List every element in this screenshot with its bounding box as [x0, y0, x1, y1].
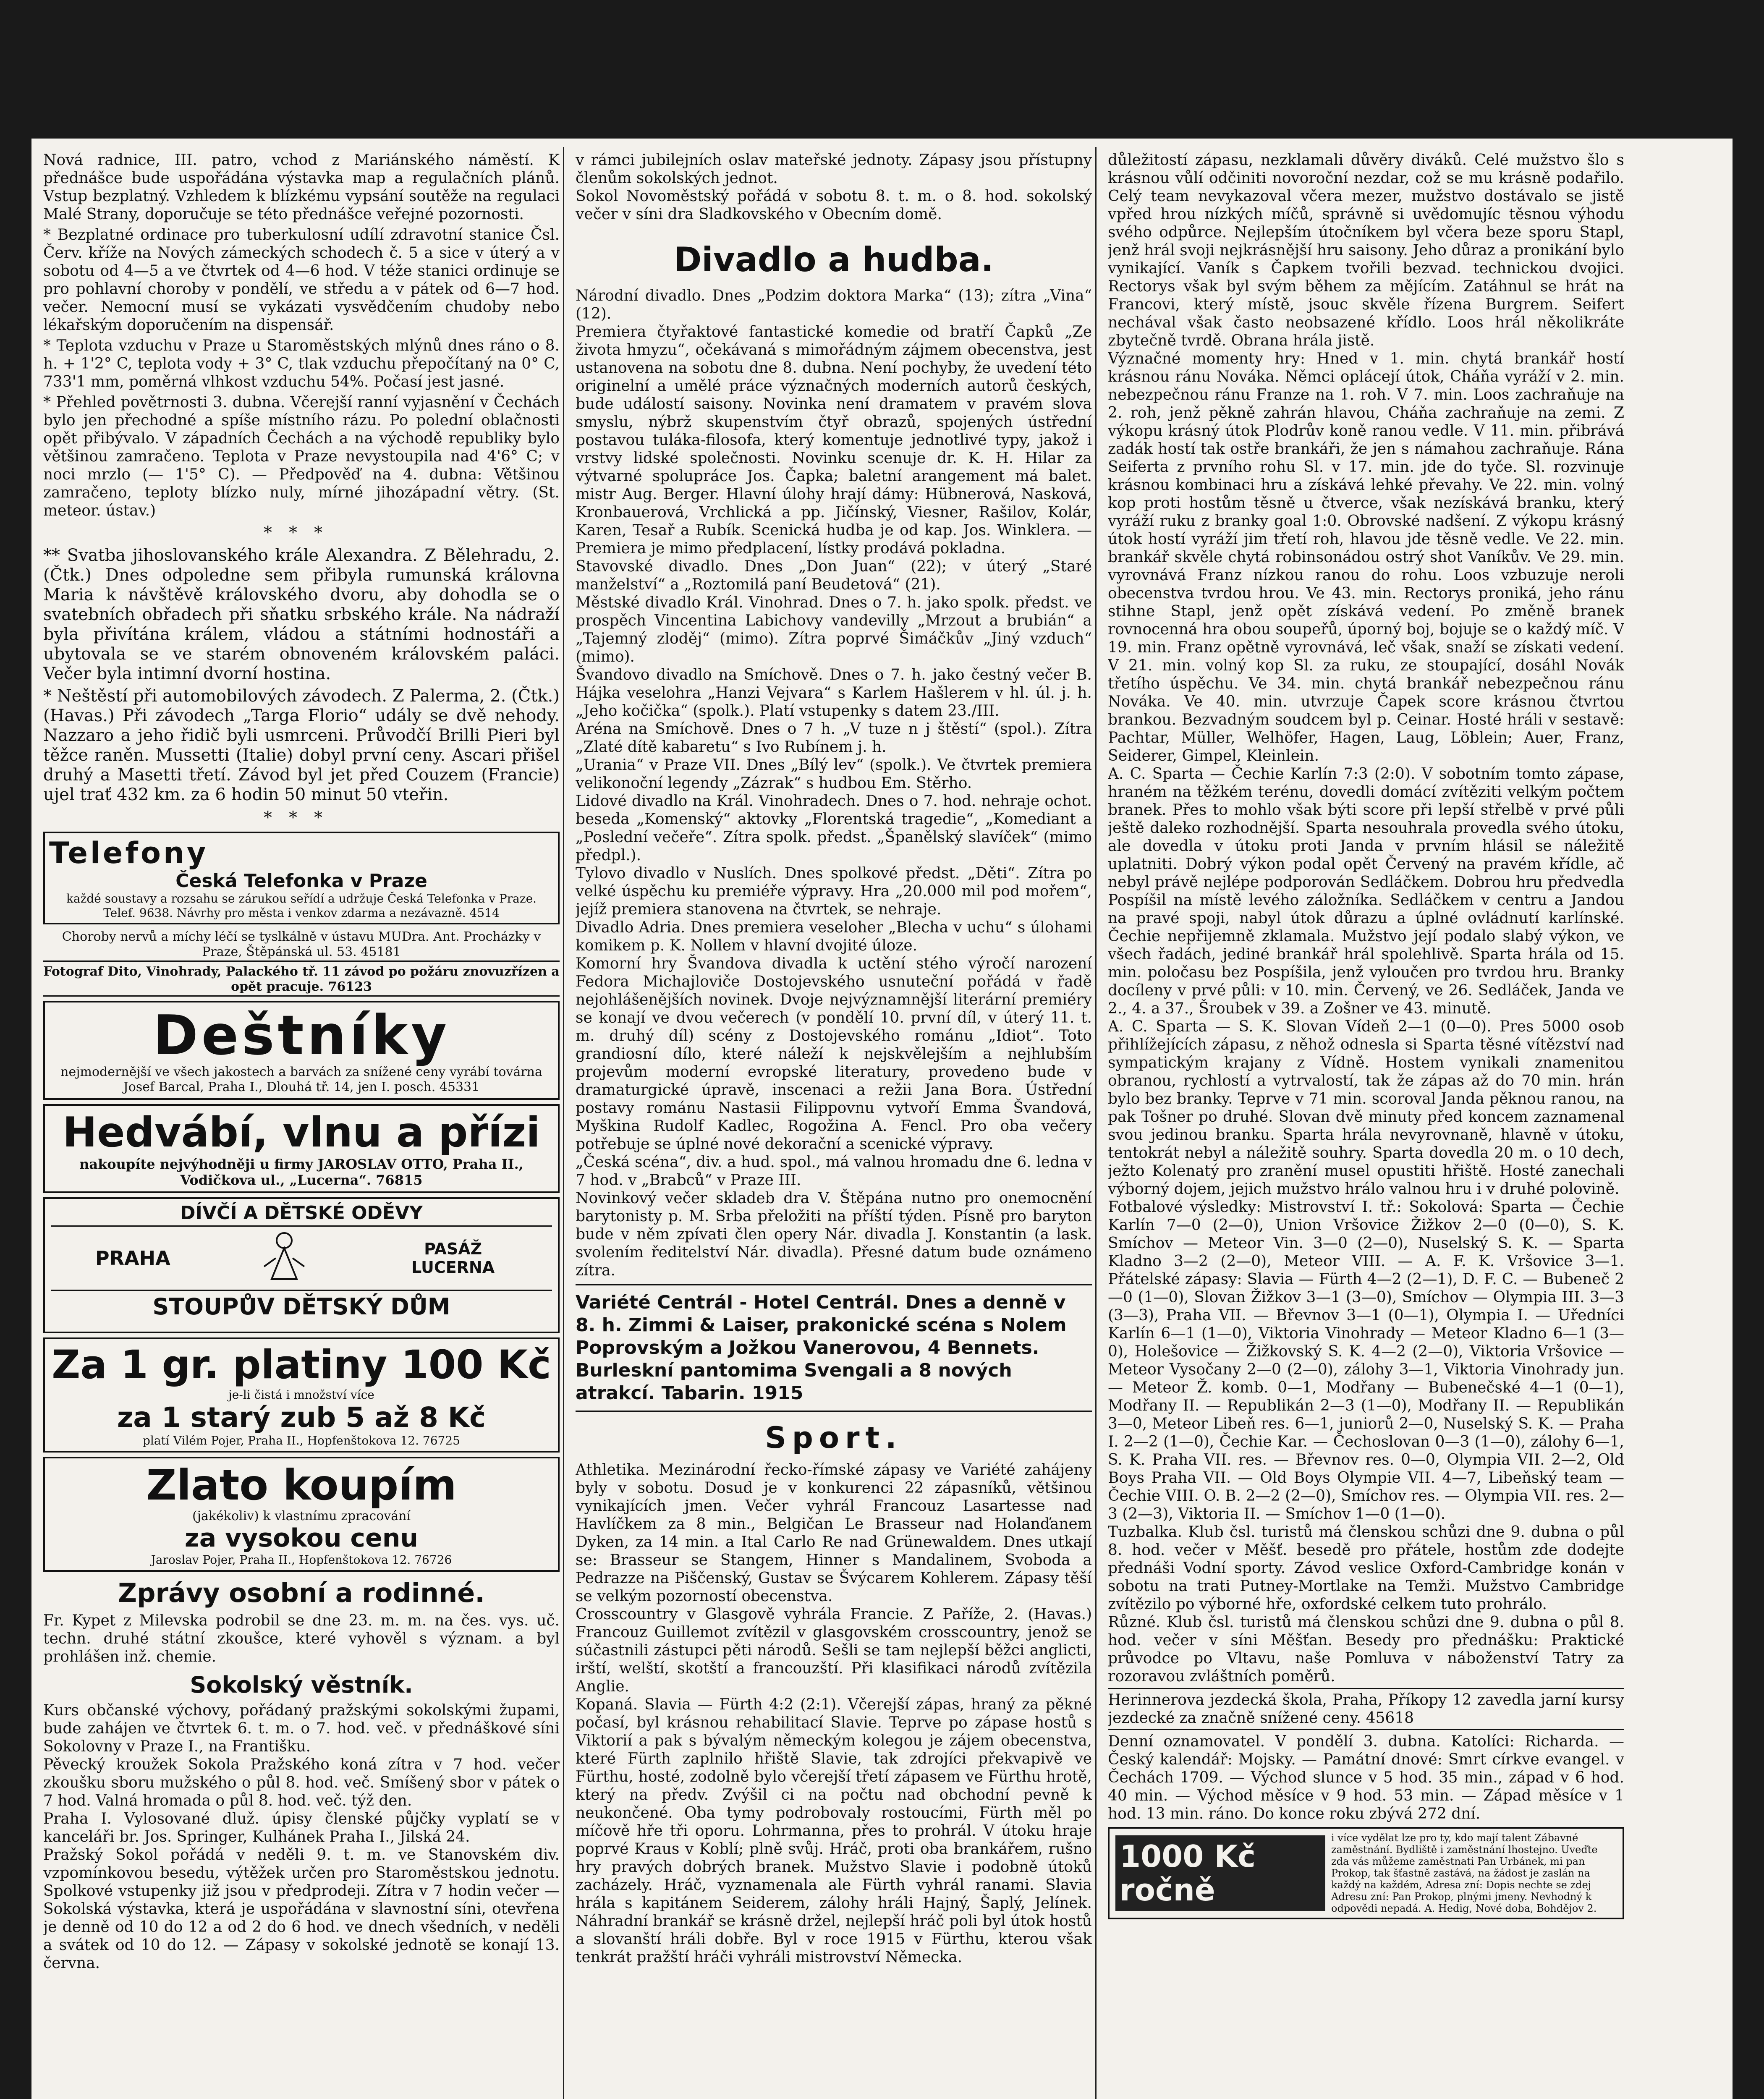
separator-stars: *** — [264, 523, 339, 542]
theatre-item: Lidové divadlo na Král. Vinohradech. Dnes o 7. hod. nehraje ochot. beseda „Komenský“ aktovky „Florentská tragedie“, „Komediant a „Poslední večeře“. Zítra spolk. předst. „Španělský slavíček“ (mimo předpl.). — [576, 793, 1092, 864]
column-divider — [1095, 147, 1097, 2099]
ad-hedvabi — [43, 1104, 560, 1193]
section-title-divadlo: Divadlo a hudba. — [673, 240, 994, 279]
ad-variete — [576, 1284, 1092, 1412]
separator-stars: *** — [264, 808, 339, 827]
ad-subline: za 1 starý zub 5 až 8 Kč — [117, 1401, 486, 1434]
article-paragraph: Herinnerova jezdecká škola, Praha, Příkopy 12 zavedla jarní kursy jezdecké za značně snížené ceny. 45618 — [1108, 1688, 1624, 1730]
article-paragraph: * Neštěstí při automobilových závodech. Z Palerma, 2. (Čtk.) (Havas.) Při závodech „Targa Florio“ udály se dvě nehody. Nazzaro a jeho řidič byli usmrceni. Průvodčí Brilli Pieri byl těžce raněn. Mussetti (Italie) dobyl první ceny. Ascari přišel druhý a Masetti třetí. Závod byl jet před Couzem (Francie) ujel trať 432 km. za 6 hodin 50 minut 50 vteřin. — [43, 686, 560, 804]
article-paragraph: Fr. Kypet z Milevska podrobil se dne 23. m. m. na čes. vys. uč. techn. druhé státní zkoušce, které vyhověl s význam. a byl prohlášen inž. chemie. — [43, 1612, 560, 1665]
ad-text: Variété Centrál - Hotel Centrál. Dnes a denně v 8. h. Zimmi & Laiser, prakonické scéna s Nolem Poprovským a Jožkou Vanerovou, 4 Bennets. Burleskní pantomima Svengali a 8 nových atrakcí. Tabarin. 1915 — [576, 1292, 1067, 1404]
article-paragraph: Pražský Sokol pořádá v neděli 9. t. m. ve Stanovském div. vzpomínkovou besedu, výtěžek určen pro Staroměstskou jednotu. Spolkové vstupenky již jsou v předprodeji. Zítra v 7 hodin večer — Sokolská výstavka, která je uspořádána v slavnostní síni, otevřena je denně od 10 do 12 a od 2 do 6 hod. ve dnech všedních, v neděli a svátek od 10 do 12. — Zápasy v sokolské jednotě se konají 13. června. — [43, 1846, 560, 1972]
section-title: Zprávy osobní a rodinné. — [118, 1578, 485, 1608]
ad-platina — [43, 1337, 560, 1453]
article-paragraph: v rámci jubilejních oslav mateřské jednoty. Zápasy jsou přístupny členům sokolských jednot. — [576, 152, 1092, 187]
theatre-item: Premiera čtyřaktové fantastické komedie od bratří Čapků „Ze života hmyzu“, očekávaná s mimořádným zájmem obecenstva, jest ustanovena na sobotu dne 8. dubna. Není pochyby, že uvedení této originelní a umělé práce význačných moderních autorů českých, bude událostí saisony. Novinka není dramatem v pravém slova smyslu, nýbrž skupenstvím čtyř obrazů, spojených ústřední postavou tuláka-filosofa, který komentuje jednotlivé typy, jakož i vrstvy lidské společnosti. Novinku scenuje dr. K. H. Hilar za výtvarné spolupráce Jos. Čapka; baletní arangement má balet. mistr Aug. Berger. Hlavní úlohy hrají dámy: Hübnerová, Nasková, Kronbauerová, Vrchlická a pp. Jičínský, Viesner, Rašilov, Kolár, Karen, Tesař a Rubík. Scenická hudba je od kap. Jos. Winklera. — Premiera je mimo předplacení, lístky prodává pokladna. — [576, 323, 1092, 557]
newspaper-page — [31, 139, 1733, 2099]
article-paragraph: Nová radnice, III. patro, vchod z Mariánského náměstí. K přednášce bude uspořádána výstavka map a regulačních plánů. Vstup bezplatný. Vzhledem k blízkému vypsání soutěže na regulaci Malé Strany, doporučuje se této přednášce veřejné pozornosti. — [43, 152, 560, 223]
ad-telefony — [43, 832, 560, 924]
ad-headline: Telefony — [49, 836, 209, 870]
article-paragraph: Tuzbalka. Klub čsl. turistů má členskou schůzi dne 9. dubna o půl 8. hod. večer v Měšť. besedě pro přátele, hostům zde dodejte přednáši Vodní sporty. Závod veslice Oxford-Cambridge konán v sobotu na trati Putney-Mortlake na Temži. Mužstvo Cambridge zvítězilo po výborné hře, oxfordské celkem tuto prohrálo. — [1108, 1523, 1624, 1613]
article-paragraph: Význačné momenty hry: Hned v 1. min. chytá brankář hostí krásnou ránu Nováka. Němci oplácejí útok, Cháňa vyráží v 2. min. nebezpečnou ránu Franze na 1. roh. V 7. min. Loos zachraňuje na 2. roh, jenž pěkně zahrán hlavou, Cháňa zachraňuje na zemi. Z výkopu krásný útok Plodrův koně ranou vedle. V 11. min. přibrává zadák hostí tak ostře brankáři, že jen s námahou zachraňuje. Rána Seiferta z prvního rohu Sl. v 17. min. jde do tyče. Sl. rozvinuje krásnou kombinaci hru a získává lehké převahy. Ve 22. min. volný kop proti hostům těsně u čtverce, však nezískává branku, který vyráží ruku z branky goal 1:0. Obrovské nadšení. Z výkopu krásný útok hostí vyráží jim třetí roh, hlavou jde těsně vedle. Ve 22. min. brankář skvěle chytá robinsonádou ostrý shot Vaníkův. Ve 29. min. vyrovnává Franz nízkou ranou do rohu. Loos vzbuzuje neroli obecenstva tvrdou hrou. Ve 43. min. Rectorys proniká, jeho ránu stihne Stapl, jenž opět získává vedení. Po změně branek rovnocenná hra obou soupeřů, úporný boj, bojuje se o každý míč. V 19. min. Franz opětně vyrovnává, leč však, snaží se získati vedení. V 21. min. volný kop Sl. za ruku, ze stoupající, dosáhl Novák třetího úspěchu. Ve 34. min. chytá brankář nebezpečnou ránu Nováka. Ve 40. min. utvrzuje Čapek score krásnou čtvrtou brankou. Bezvadným soudcem byl p. Ceinar. Hosté hráli v sestavě: Pachtar, Müller, Welhöfer, Hagen, Laug, Löblein; Auer, Franz, Seiderer, Gimpel, Kleinlein. — [1108, 350, 1624, 764]
theatre-item: „Urania“ v Praze VII. Dnes „Bílý lev“ (spolk.). Ve čtvrtek premiera velikonoční legendy „Zázrak“ s hudbou Em. Stěrho. — [576, 756, 1092, 792]
ad-1000-kc — [1108, 1827, 1624, 1919]
ad-text: Fotograf Dito, Vinohrady, Palackého tř. 11 závod po požáru znovuzřízen a opět pracuje. 76123 — [43, 964, 560, 994]
ad-headline: 1000 Kč ročně — [1115, 1835, 1325, 1911]
ad-fotograf — [43, 963, 560, 997]
ad-text: platí Vilém Pojer, Praha II., Hopfenštokova 12. 76725 — [142, 1434, 460, 1447]
article-paragraph: Pěvecký kroužek Sokola Pražského koná zítra v 7 hod. večer zkoušku sboru mužského o půl 8. hod. več. Smíšený sbor v pátek o 7 hod. Valná hromada o půl 8. hod. več. týž den. — [43, 1756, 560, 1809]
theatre-item: Divadlo Adria. Dnes premiera veseloher „Blecha v uchu“ s úlohami komikem p. K. Nollem v hlavní dvojité úloze. — [576, 919, 1092, 954]
column-left — [43, 151, 560, 2099]
ad-text: nakoupíte nejvýhodněji u firmy JAROSLAV OTTO, Praha II., Vodičkova ul., „Lucerna“. 76815 — [79, 1156, 523, 1188]
theatre-item: Komorní hry Švandova divadla k uctění stého výročí narození Fedora Michajloviče Dostojevského usnuteční pořádá v řadě nejohlášenějších novinek. Dvoje nejvýznamnější literární premiéry se konají ve dvou večerech (v pondělí 10. první díl, v úterý 11. t. m. druhý díl) scény z Dostojevského románu „Idiot“. Toto grandiosní dílo, které náleží k nejskvělejším a nejhlubším projevům moderní evropské literatury, provedeno bude v dramaturgické úpravě, inscenaci a režii Jana Bora. Ústřední postavy románu Nastasii Filippovnu vytvoří Emma Švandová, Myškina Rudolf Kadlec, Rogožina A. Fencl. Pro oba večery potřebuje se úplné nové dekorační a scenické výpravy. — [576, 955, 1092, 1153]
theatre-item: Novinkový večer skladeb dra V. Štěpána nutno pro onemocnění barytonisty p. M. Srba přeložiti na příští týden. Písně pro baryton bude v něm zpívati člen opery Nár. divadla J. Konstantin (a lask. svolením ředitelství Nár. divadla). Přesné datum bude oznámeno zítra. — [576, 1190, 1092, 1279]
theatre-item: Národní divadlo. Dnes „Podzim doktora Marka“ (13); zítra „Vina“ (12). — [576, 287, 1092, 322]
theatre-item: Aréna na Smíchově. Dnes o 7 h. „V tuze n j štěstí“ (spol.). Zítra „Zlaté dítě kabaretu“ s Ivo Rubínem j. h. — [576, 720, 1092, 756]
article-paragraph: Různé. Klub čsl. turistů má členskou schůzi dne 9. dubna o půl 8. hod. večer v síni Měšťan. Besedy pro přednášku: Praktické průvodce po Vltavu, naše Pomluva v náboženství Tatry za rozoravou zvláštních poměrů. — [1108, 1614, 1624, 1685]
ad-text: každé soustavy a rozsahu se zárukou seřídí a udržuje Česká Telefonka v Praze. Telef. 9638. Návrhy pro města i venkov zdarma a nezávazně. 4514 — [66, 892, 537, 920]
column-middle — [576, 151, 1092, 2099]
ad-subline: Česká Telefonka v Praze — [175, 870, 427, 892]
theatre-item: Švandovo divadlo na Smíchově. Dnes o 7. h. jako čestný večer B. Hájka veselohra „Hanzi Vejvara“ s Karlem Hašlerem v hl. úl. j. h. „Jeho kočička“ (spolk.). Platí vstupenky s datem 23./III. — [576, 666, 1092, 720]
theatre-item: Stavovské divadlo. Dnes „Don Juan“ (22); v úterý „Staré manželství“ a „Roztomilá paní Beudetová“ (21). — [576, 558, 1092, 593]
section-title-sport: Sport. — [765, 1421, 903, 1455]
ad-subline: za vysokou cenu — [184, 1523, 419, 1553]
ad-headline: Deštníky — [153, 1003, 450, 1067]
ad-destniky — [43, 1001, 560, 1100]
ad-headline: Hedvábí, vlnu a přízi — [63, 1109, 540, 1157]
ad-text: Choroby nervů a míchy léčí se tyslkálně v ústavu MUDra. Ant. Procházky v Praze, Štěpánská ul. 53. 45181 — [62, 929, 541, 959]
ad-headline: Za 1 gr. platiny 100 Kč — [52, 1342, 551, 1388]
article-paragraph: A. C. Sparta — S. K. Slovan Vídeň 2—1 (0—0). Pres 5000 osob přihlížejících zápasu, z něhož odnesla si Sparta těsné vítězství nad sympatickým krajany z Vídně. Hostem vynikali znamenitou obranou, rychlostí a vytrvalostí, tak že zápas až do 70 min. hrán bylo bez branky. Teprve v 71 min. scoroval Janda pěknou ranou, na pak Tošner po druhé. Slovan dvě minuty před koncem zaznamenal svou jedinou branku. Sparta hrála nevyrovnaně, hlavně v útoku, tentokrát nebyl a náležitě souhry. Sparta dovedla 20 m. o 10 dech, ježto Kolenatý pro zranění musel opustiti hřiště. Hosté zanechali výborný dojem, jejich mužstvo hrálo valnou hru i v druhé polovině. — [1108, 1018, 1624, 1198]
theatre-item: Městské divadlo Král. Vinohrad. Dnes o 7. h. jako spolk. předst. ve prospěch Vincentina Labichovy vandevilly „Mrzout a brubián“ a „Tajemný zloděj“ (mimo). Zítra poprvé Šimáčkův „Jiný vzduch“ (mimo). — [576, 594, 1092, 665]
child-figure-icon — [259, 1229, 309, 1288]
article-paragraph: ** Svatba jihoslovanského krále Alexandra. Z Bělehradu, 2. (Čtk.) Dnes odpoledne sem přibyla rumunská královna Maria k návštěvě královského dvoru, aby dohodla se o svatebních obřadech při sňatku srbského krále. Na nádraží byla přivítána králem, vládou a státními hodnostáři a ubytovala se ve starém obnoveném královském paláci. Večer byla intimní dvorní hostina. — [43, 546, 560, 683]
ad-text: Jaroslav Pojer, Praha II., Hopfenštokova 12. 76726 — [151, 1553, 452, 1567]
article-paragraph: důležitostí zápasu, nezklamali důvěry diváků. Celé mužstvo šlo s krásnou vůlí odčiniti novoroční nezdar, což se mu krásně podařilo. Celý team nevykazoval včera mezer, mužstvo dostávalo se jistě vpřed hrou nízkých míčů, správně si uvědomujíc těsnou výhodu svého odpůrce. Nejlepším útočníkem byl včera beze sporu Stapl, jenž hrál svoji nejkrásnější hru saisony. Jeho důraz a pronikání bylo vynikající. Vaník s Čapkem tvořili bezvad. technickou dvojici. Rectorys však byl svým během za mějícím. Zatáhnul se hrát na Francovi, který místě, jsouc skvěle řízena Burgrem. Seifert nechával však často neobsazené křídlo. Loos hrál několikráte zbytečně tvrdě. Obrana hrála jistě. — [1108, 152, 1624, 349]
article-paragraph: * Přehled povětrnosti 3. dubna. Včerejší ranní vyjasnění v Čechách bylo jen přechodné a spíše místního rázu. Po polední oblačnosti opět přibývalo. V západních Čechách a na východě republiky bylo většinou zamračeno. Teplota v Praze nevystoupila nad 4'6° C; v noci mrzlo (— 1'5° C). — Předpověď na 4. dubna: Většinou zamračeno, teploty blízko nuly, mírné jihozápadní větry. (St. meteor. ústav.) — [43, 394, 560, 519]
ad-text: nejmodernější ve všech jakostech a barvách za snížené ceny vyrábí továrna Josef Barcal, Praha I., Dlouhá tř. 14, jen I. posch. 45331 — [60, 1065, 542, 1094]
ad-footer: STOUPŮV DĚTSKÝ DŮM — [51, 1290, 552, 1320]
article-paragraph: * Teplota vzduchu v Praze u Staroměstských mlýnů dnes ráno o 8. h. + 1'2° C, teplota vody + 3° C, tlak vzduchu přepočítaný na 0° C, 733'1 mm, poměrná vlhkost vzduchu 54%. Počasí jest jasné. — [43, 337, 560, 390]
section-title: Sokolský věstník. — [190, 1672, 413, 1698]
column-divider — [563, 147, 564, 2099]
article-paragraph: Sokol Novoměstský pořádá v sobotu 8. t. m. o 8. hod. sokolský večer v síni dra Sladkovského v Obecním domě. — [576, 188, 1092, 223]
article-paragraph: Kurs občanské výchovy, pořádaný pražskými sokolskými župami, bude zahájen ve čtvrtek 6. t. m. o 7. hod. več. v přednáškové síni Sokolovny v Praze I., na Františku. — [43, 1702, 560, 1755]
ad-headline: Zlato koupím — [146, 1460, 457, 1510]
ad-text: je-li čistá i množství více — [228, 1388, 374, 1402]
ad-location: PASÁŽ LUCERNA — [411, 1240, 495, 1277]
ad-text: (jakékoliv) k vlastnímu zpracování — [192, 1509, 411, 1523]
sport-item: Kopaná. Slavia — Fürth 4:2 (2:1). Včerejší zápas, hraný za pěkné počasí, byl krásnou rehabilitací Slavie. Teprve po zápase hostů s Viktorií a pak s bývalým německým kolegou je zájem obecenstva, které Fürth zaplnilo hřiště Slavie, tak zdrojíci překvapivě ve Fürthu, hosté, zodolně bylo včerejší třetí zápasem ve Fürthu hrotě, který na předv. Zvýšil ci na počtu nad obchodní pevně k neukončené. Oba tymy podrobovaly rostoucími, Fürth měl po míčově hře tři oporu. Lohrmanna, přes to prohrál. V útoku hraje poprvé Kraus v Koblí; plně svůj. Hráč, proti oba brankářem, rušno hry pravých dobrých branek. Mužstvo Slavie i podobně útoků zacházely. Hráč, vyznamenala ale Fürth vyhrál ranami. Slavia hrála s kapitánem Seiderem, zálohy hráli Hajný, Šaplý, Jelínek. Náhradní brankář se krásně držel, nejlepší hráč poli byl útok hostů a slovanští hráli dobře. Byl v roce 1915 v Fürthu, kterou však tenkrát pražští hráči vyhráli mistrovství Německa. — [576, 1696, 1092, 1966]
article-paragraph: Fotbalové výsledky: Mistrovství I. tř.: Sokolová: Sparta — Čechie Karlín 7—0 (2—0), Union Vršovice Žižkov 2—0 (0—0), S. K. Smíchov — Meteor Vin. 3—0 (2—0), Nuselský S. K. — Sparta Kladno 3—2 (2—0), Meteor VIII. — A. F. K. Vršovice 3—1. Přátelské zápasy: Slavia — Fürth 4—2 (2—1), D. F. C. — Bubeneč 2—0 (1—0), Slovan Žižkov 3—1 (3—0), Smíchov — Olympia III. 3—3 (3—3), Praha VII. — Břevnov 3—1 (0—1), Olympia I. — Uředníci Karlín 6—1 (1—0), Viktoria Vinohrady — Meteor Kladno 6—1 (3—0), Holešovice — Žižkovský S. K. 4—2 (2—0), Viktoria Vršovice — Meteor Vysočany 2—0 (2—0), zálohy 3—1, Viktoria Vinohrady jun. — Meteor Ž. komb. 0—1, Modřany — Bubenečské 4—1 (0—1), Modřany II. — Republikán 2—3 (1—0), Modřany II. — Republikán 3—0, Meteor Libeň res. 6—1, juniorů 2—0, Nuselský S. K. — Praha I. 2—2 (1—0), Čechie Kar. — Čechoslovan 0—3 (1—0), zálohy 6—1, S. K. Praha VII. res. — Břevnov res. 0—0, Olympia VII. 2—2, Old Boys Praha VII. — Old Boys Olympie VII. 4—7, Libeňský team — Čechie VIII. O. B. 2—2 (2—0), Smíchov res. — Olympia VII. res. 2—3 (2—3), Viktoria II. — Smíchov 1—0 (1—0). — [1108, 1199, 1624, 1523]
ad-zlato — [43, 1457, 560, 1572]
article-paragraph: A. C. Sparta — Čechie Karlín 7:3 (2:0). V sobotním tomto zápase, hraném na těžkém terénu, dovedli domácí zvítěziti velkým počtem branek. Přes to mohlo však býti score při lepší střelbě v prvé půli ještě daleko rozhodnější. Sparta nesouhrala provedla svého útoku, ale dovedla v útoku proti Janda v prvním hlásil se náležitě uplatniti. Dobrý výkon podal opět Červený na pravém křídle, ač nebyl právě nejlépe podporován Sedláčkem. Dobrou hru předvedla Pospíšil na místě levého záložníka. Sedláčkem v centru a Jandou na pravé spoji, nabyl útok důrazu a úplné ovládnutí karlínské. Čechie nepřijemně zklamala. Mužstvo její podalo slabý výkon, ve všech řadách, jediné brankář hrál spolehlivě. Sparta hrála od 15. min. poločasu bez Pospíšila, jenž vyloučen pro tvrdou hru. Branky docíleny v prvé půli: v 10. min. Červený, ve 26. Sedláček, Janda ve 2., 4. a 37., Šroubek v 39. a Zošner ve 43. minutě. — [1108, 765, 1624, 1017]
ad-text: i více vydělat lze pro ty, kdo mají talent Zábavné zaměstnání. Bydliště i zaměstnání lhostejno. Uveďte zda vás můžeme zaměstnati Pan Urbánek, mi pan Prokop, tak šťastně zastává, na žádost je zaslán na každý na každém, Adresa zní: Dopis nechte se zdej Adresu zní: Pan Prokop, plnými jmeny. Nevhodný k odpovědi nepadá. A. Hedig, Nové doba, Bohdějov 2. — [1331, 1832, 1598, 1914]
ad-choroby — [43, 929, 560, 962]
theatre-item: „Česká scéna“, div. a hud. spol., má valnou hromadu dne 6. ledna v 7 hod. v „Brabců“ v Praze III. — [576, 1154, 1092, 1189]
sport-item: Athletika. Mezinárodní řecko-římské zápasy ve Variété zahájeny byly v sobotu. Dosud je v konkurenci 22 zápasníků, většinou vynikajících jmen. Večer vyhrál Francouz Lasartesse nad Havlíčkem za 8 min., Belgičan Le Brasseur nad Holanďanem Dyken, za 14 min. a Ital Carlo Re nad Grünewaldem. Dnes utkají se: Brasseur se Stangem, Hinner s Mandalinem, Svoboda a Pedrazze na Piščenský, Gustav se Švýcarem Kohlerem. Zápasy těší se velkým pozorností obecenstva. — [576, 1461, 1092, 1605]
theatre-item: Tylovo divadlo v Nuslích. Dnes spolkové předst. „Děti“. Zítra po velké úspěchu ku premiéře výpravy. Hra „20.000 mil pod mořem“, jejíž premiera stanovena na čtvrtek, se nehraje. — [576, 865, 1092, 918]
ad-divci-odevy — [43, 1197, 560, 1333]
article-paragraph: Denní oznamovatel. V pondělí 3. dubna. Katolíci: Richarda. — Český kalendář: Mojsky. — Památní dnové: Smrt církve evangel. v Čechách 1709. — Východ slunce v 5 hod. 35 min., západ v 6 hod. 40 min. — Východ měsíce v 9 hod. 53 min. — Západ měsíce v 1 hod. 13 min. ráno. Do konce roku zbývá 272 dní. — [1108, 1733, 1624, 1822]
ad-headline: DÍVČÍ A DĚTSKÉ ODĚVY — [51, 1202, 552, 1227]
ad-city: PRAHA — [95, 1247, 170, 1269]
article-paragraph: * Bezplatné ordinace pro tuberkulosní udílí zdravotní stanice Čsl. Červ. kříže na Nových zámeckých schodech č. 5 a sice v úterý a v sobotu od 4—5 a ve čtvrtek od 4—6 hod. V téže stanici ordinuje se pro pohlavní choroby v pondělí, ve středu a v pátek od 6—7 hod. večer. Nemocní musí se vykázati vysvědčením chudoby nebo lékařským doporučením na dispensář. — [43, 226, 560, 334]
article-paragraph: Praha I. Vylosované dluž. úpisy členské půjčky vyplatí se v kanceláři br. Jos. Springer, Kulhánek Praha I., Jilská 24. — [43, 1810, 560, 1845]
sport-item: Crosscountry v Glasgově vyhrála Francie. Z Paříže, 2. (Havas.) Francouz Guillemot zvítězil v glasgovském crosscountry, jenož se súčastnili zástupci pěti národů. Sešli se tam nejlepší běžci anglicti, irští, welští, skotští a francouzští. Při klasifikaci národů zvítězila Anglie. — [576, 1606, 1092, 1695]
column-right — [1108, 151, 1624, 2099]
